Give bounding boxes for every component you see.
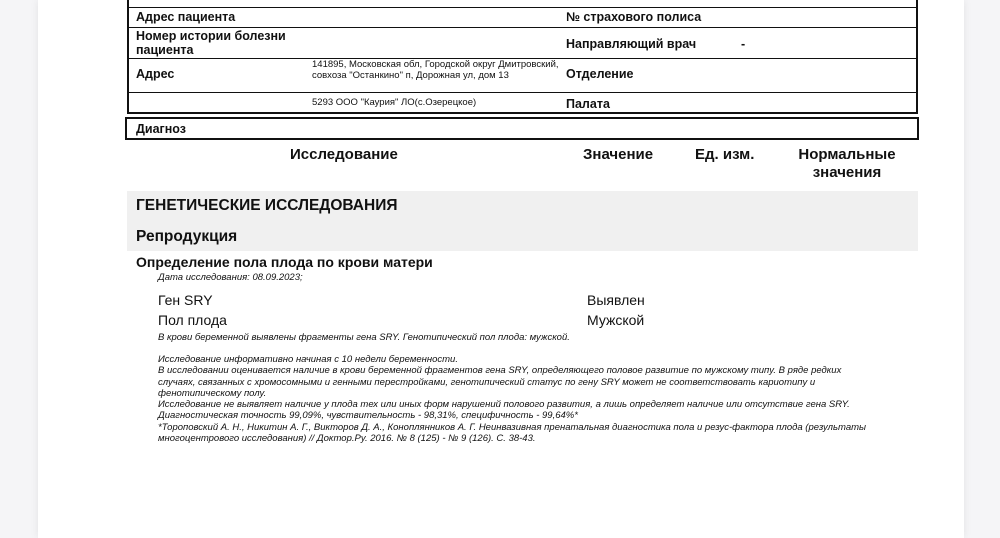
note-line: В исследовании оценивается наличие в крови беременной фрагментов гена SRY, определяющего половое развитие по мужскому типу. В ряде редких [158,365,842,377]
history-label: Номер истории болезни пациента [136,29,286,57]
note-line: Диагностическая точность 99,09%, чувствительность - 98,31%, специфичность - 99,64%* [158,410,578,422]
diagnosis-box [125,117,919,140]
department-label: Отделение [566,67,634,81]
result-value: Мужской [587,312,645,328]
patient-address-label: Адрес пациента [136,10,236,24]
section-subtitle: Репродукция [136,228,238,245]
table-divider [127,92,918,93]
note-line: *Тороповский А. Н., Никитин А. Г., Викторов Д. А., Коноплянников А. Г. Неинвазивная пренатальная диагностика пола и резус-фактора плода (результаты [158,421,867,433]
section-title: ГЕНЕТИЧЕСКИЕ ИССЛЕДОВАНИЯ [136,197,398,214]
result-value: Выявлен [587,292,645,308]
test-conclusion: В крови беременной выявлены фрагменты гена SRY. Генотипический пол плода: мужской. [158,332,570,343]
organization-value: 5293 ООО "Каурия" ЛО(с.Озерецкое) [312,97,477,108]
column-unit: Ед. изм. [695,146,755,163]
doctor-label: Направляющий врач [566,37,697,51]
address-label: Адрес [136,67,175,81]
ward-label: Палата [566,97,610,111]
table-divider [127,27,918,28]
note-line: Исследование не выявляет наличие у плода тех или иных форм нарушений полового развития, а лишь определяет наличие или отсутствие гена SRY. [158,399,850,411]
column-study: Исследование [290,146,398,163]
diagnosis-label: Диагноз [136,122,186,136]
note-line: многоцентрового исследования) // Доктор.Ру. 2016. № 8 (125) - № 9 (126). С. 38-43. [158,433,536,445]
test-date: Дата исследования: 08.09.2023; [158,272,303,283]
note-line: Исследование информативно начиная с 10 недели беременности. [158,354,458,365]
result-name: Пол плода [158,312,227,328]
patient-info-table [127,0,918,114]
result-name: Ген SRY [158,292,213,308]
note-line: случаях, связанных с хромосомными и генными перестройками, генотипический статус по гену SRY может не соответствовать кариотипу и [158,376,816,388]
note-line: фенотипическому полу. [158,387,267,399]
column-value: Значение [583,146,654,163]
test-notes [158,354,918,444]
column-normal: Нормальные значения [798,146,896,181]
doctor-value: - [741,37,746,51]
policy-label: № страхового полиса [566,10,702,24]
table-divider [127,7,918,8]
address-value: 141895, Московская обл, Городской округ Дмитровский, совхоза "Останкино" п, Дорожная ул, дом 13 [312,59,559,81]
test-name: Определение пола плода по крови матери [136,254,433,270]
